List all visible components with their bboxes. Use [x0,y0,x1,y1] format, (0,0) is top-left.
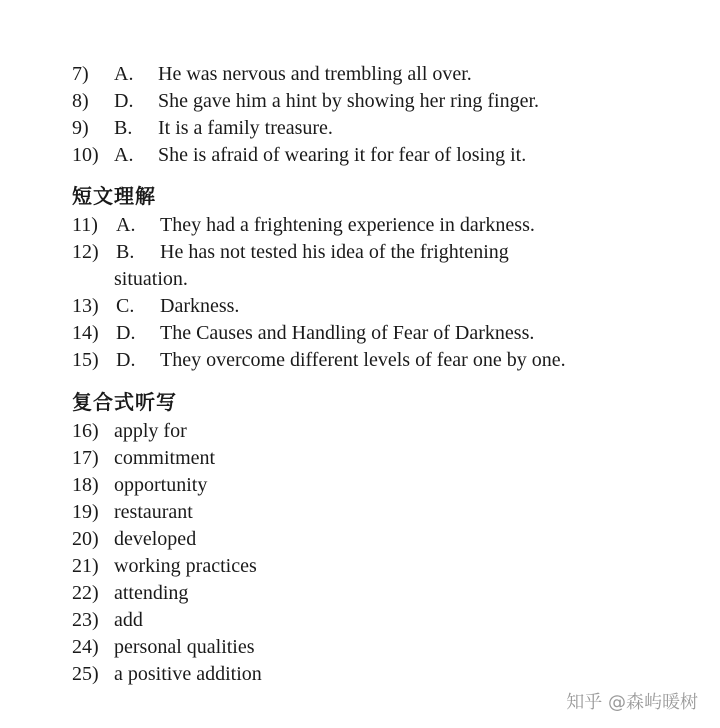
item-text: She is afraid of wearing it for fear of losing it. [158,144,527,166]
item-number: 22) [72,582,99,604]
item-number: 12) [72,241,99,263]
answer-row [72,115,692,142]
answer-row [72,212,692,239]
item-text: They overcome different levels of fear one by one. [160,349,566,371]
item-option: A. [114,63,134,85]
item-text: commitment [114,447,216,469]
item-text: restaurant [114,501,193,523]
answer-row [72,347,692,374]
item-number: 24) [72,636,99,658]
item-option: B. [116,241,135,263]
item-number: 19) [72,501,99,523]
answer-row [72,239,692,293]
section-short-dialogues [72,61,692,169]
section-heading-passage-comprehension: 短文理解 [72,184,156,208]
item-option: A. [114,144,134,166]
item-number: 17) [72,447,99,469]
item-option: D. [116,322,136,344]
answer-row [72,553,692,580]
item-option: B. [114,117,133,139]
item-text: It is a family treasure. [158,117,333,139]
answer-row [72,634,692,661]
item-text: a positive addition [114,663,262,685]
answer-row [72,580,692,607]
answer-row [72,499,692,526]
item-text: working practices [114,555,257,577]
item-option: A. [116,214,136,236]
answer-row [72,142,692,169]
answer-row [72,293,692,320]
item-number: 15) [72,349,99,371]
answer-row [72,445,692,472]
item-number: 23) [72,609,99,631]
item-text: apply for [114,420,187,442]
item-option: D. [114,90,134,112]
item-number: 8) [72,90,89,112]
answer-row [72,607,692,634]
item-number: 10) [72,144,99,166]
item-number: 25) [72,663,99,685]
item-text: The Causes and Handling of Fear of Darkness. [160,322,535,344]
item-text: He has not tested his idea of the frightening [160,241,509,263]
answer-row [72,526,692,553]
item-text: personal qualities [114,636,255,658]
item-number: 14) [72,322,99,344]
item-number: 7) [72,63,89,85]
item-number: 21) [72,555,99,577]
item-text: They had a frightening experience in darkness. [160,214,535,236]
answer-row [72,661,692,688]
item-number: 13) [72,295,99,317]
item-number: 16) [72,420,99,442]
item-text: He was nervous and trembling all over. [158,63,472,85]
item-text: attending [114,582,189,604]
item-text: She gave him a hint by showing her ring finger. [158,90,540,112]
item-text-continuation: situation. [114,268,188,290]
item-option: C. [116,295,135,317]
item-text: opportunity [114,474,208,496]
item-number: 9) [72,117,89,139]
item-text: add [114,609,143,631]
answer-row [72,61,692,88]
item-text: developed [114,528,197,550]
answer-row [72,320,692,347]
answer-row [72,472,692,499]
section-heading-compound-dictation: 复合式听写 [72,390,177,414]
item-number: 20) [72,528,99,550]
item-number: 11) [72,214,98,236]
item-number: 18) [72,474,99,496]
zhihu-watermark: 知乎 @森屿暖树 [566,692,698,713]
answer-row [72,88,692,115]
section-compound-dictation [72,418,692,688]
item-text: Darkness. [160,295,240,317]
item-option: D. [116,349,136,371]
section-passage-comprehension [72,212,692,374]
answer-row [72,418,692,445]
